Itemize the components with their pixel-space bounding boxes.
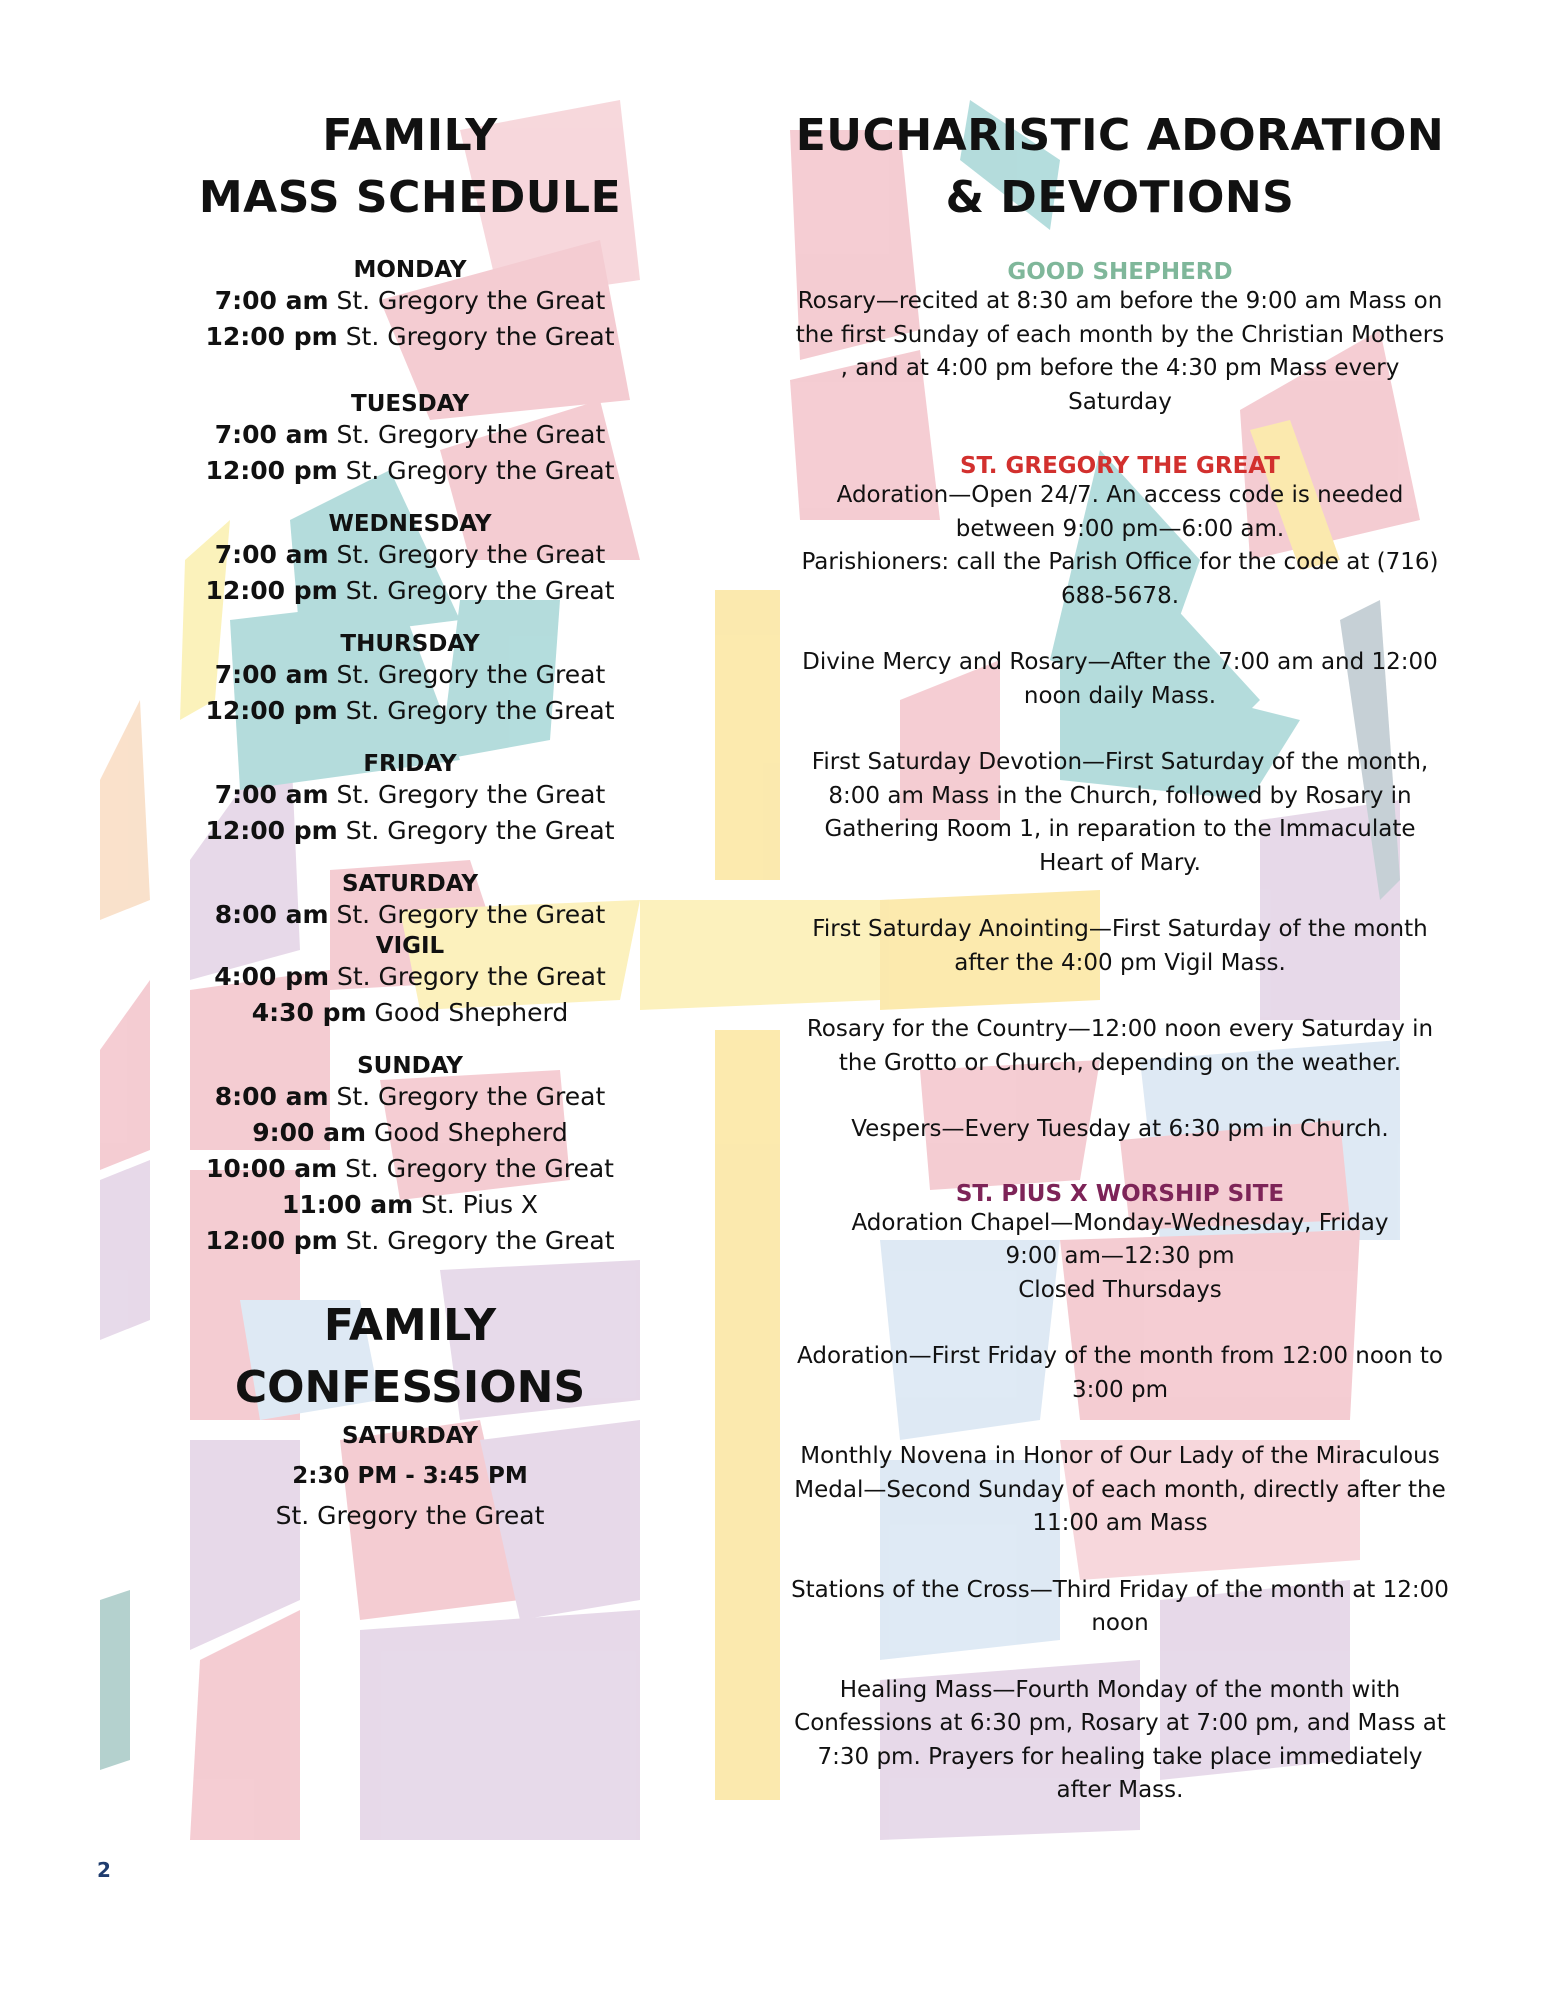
adoration-title [790, 105, 1450, 229]
mass-line [150, 1187, 670, 1223]
devotion-item: Adoration Chapel—Monday-Wednesday, Friday [851, 1209, 1389, 1236]
mass-schedule-column [150, 105, 670, 1530]
mass-line [150, 1223, 670, 1259]
devotion-item: First Saturday Anointing—First Saturday of the month after the 4:00 pm Vigil Mass. [812, 916, 1428, 976]
mass-place: St. Gregory the Great [336, 286, 606, 315]
section-heading-good-shepherd: GOOD SHEPHERD [1007, 259, 1233, 285]
mass-place: St. Gregory the Great [336, 420, 606, 449]
mass-line [150, 573, 670, 609]
day-label: TUESDAY [351, 391, 469, 417]
mass-line [150, 283, 670, 319]
confessions-time: 2:30 PM - 3:45 PM [292, 1463, 528, 1489]
mass-place: Good Shepherd [374, 998, 569, 1027]
day-saturday [150, 871, 670, 1031]
mass-place: St. Gregory the Great [345, 456, 615, 485]
mass-time: 9:00 am [252, 1118, 367, 1147]
mass-line [150, 417, 670, 453]
mass-time: 8:00 am [214, 900, 329, 929]
page-number: 2 [97, 1858, 111, 1882]
mass-time: 11:00 am [281, 1190, 414, 1219]
mass-line [150, 1151, 670, 1187]
day-label: THURSDAY [340, 631, 480, 657]
mass-time: 7:00 am [214, 540, 329, 569]
mass-time: 4:30 pm [251, 998, 367, 1027]
devotion-item: Healing Mass—Fourth Monday of the month with Confessions at 6:30 pm, Rosary at 7:00 pm, and Mass at 7:30 pm. Prayers for healing take place immediately after Mass. [794, 1676, 1446, 1803]
devotion-item: Parishioners: call the Parish Office for the code at (716) 688-5678. [801, 549, 1439, 609]
mass-title-line2: MASS SCHEDULE [198, 172, 622, 223]
mass-line [150, 693, 670, 729]
mass-line [150, 777, 670, 813]
mass-place: St. Gregory the Great [336, 962, 606, 991]
devotion-item: Adoration—Open 24/7. An access code is needed between 9:00 pm—6:00 am. [836, 482, 1404, 542]
mass-time: 7:00 am [214, 660, 329, 689]
vigil-label: VIGIL [375, 933, 445, 959]
devotion-item: Vespers—Every Tuesday at 6:30 pm in Church. [851, 1116, 1389, 1142]
day-label: SUNDAY [357, 1053, 463, 1079]
mass-time: 7:00 am [214, 420, 329, 449]
mass-time: 10:00 am [206, 1154, 338, 1183]
devotion-item: Adoration—First Friday of the month from 12:00 noon to 3:00 pm [797, 1343, 1443, 1403]
mass-line [150, 537, 670, 573]
mass-line [150, 1115, 670, 1151]
day-friday [150, 751, 670, 849]
mass-line [150, 897, 670, 933]
mass-place: St. Gregory the Great [345, 696, 615, 725]
devotion-item: 9:00 am—12:30 pm [1005, 1243, 1235, 1269]
mass-time: 7:00 am [214, 780, 329, 809]
mass-time: 7:00 am [214, 286, 329, 315]
day-label: SATURDAY [341, 871, 478, 897]
mass-line [150, 319, 670, 355]
mass-line [150, 813, 670, 849]
mass-time: 4:00 pm [214, 962, 330, 991]
mass-place: St. Pius X [421, 1190, 539, 1219]
day-label: MONDAY [353, 257, 467, 283]
confessions-place: St. Gregory the Great [275, 1501, 545, 1530]
mass-title-line1: FAMILY [322, 110, 498, 161]
day-wednesday [150, 511, 670, 609]
mass-place: St. Gregory the Great [345, 1154, 614, 1183]
mass-time: 8:00 am [214, 1082, 329, 1111]
mass-line [150, 657, 670, 693]
devotion-item: Monthly Novena in Honor of Our Lady of the Miraculous Medal—Second Sunday of each month, directly after the 11:00 am Mass [794, 1443, 1446, 1536]
section-heading-st-gregory: ST. GREGORY THE GREAT [959, 453, 1280, 479]
mass-place: St. Gregory the Great [345, 322, 615, 351]
adoration-title-line2: & DEVOTIONS [945, 172, 1295, 223]
mass-time: 12:00 pm [205, 696, 338, 725]
mass-place: Good Shepherd [374, 1118, 568, 1147]
adoration-title-line1: EUCHARISTIC ADORATION [795, 110, 1445, 161]
mass-place: St. Gregory the Great [345, 1226, 615, 1255]
devotion-item: Closed Thursdays [1018, 1276, 1222, 1303]
devotion-item: Stations of the Cross—Third Friday of the month at 12:00 noon [791, 1576, 1449, 1636]
day-monday [150, 257, 670, 355]
mass-line [150, 959, 670, 995]
devotion-item: First Saturday Devotion—First Saturday of the month, 8:00 am Mass in the Church, followed by Rosary in Gathering Room 1, in reparation to the Immaculate Heart of Mary. [811, 749, 1429, 876]
mass-time: 12:00 pm [205, 1226, 338, 1255]
mass-line [150, 1079, 670, 1115]
mass-line [150, 995, 670, 1031]
devotion-item: Rosary for the Country—12:00 noon every Saturday in the Grotto or Church, depending on the weather. [806, 1016, 1434, 1076]
day-label: WEDNESDAY [328, 511, 492, 537]
mass-place: St. Gregory the Great [336, 900, 606, 929]
mass-schedule-title [150, 105, 670, 229]
section-heading-st-pius: ST. PIUS X WORSHIP SITE [955, 1180, 1285, 1207]
day-label: FRIDAY [363, 751, 457, 777]
day-thursday [150, 631, 670, 729]
mass-time: 12:00 pm [205, 456, 338, 485]
mass-place: St. Gregory the Great [336, 540, 606, 569]
mass-line [150, 453, 670, 489]
confessions-title-line2: CONFESSIONS [234, 1362, 586, 1413]
mass-place: St. Gregory the Great [345, 816, 615, 845]
adoration-column [790, 105, 1450, 1808]
mass-place: St. Gregory the Great [336, 660, 606, 689]
day-sunday [150, 1053, 670, 1259]
day-tuesday [150, 391, 670, 489]
devotion-item: Divine Mercy and Rosary—After the 7:00 am and 12:00 noon daily Mass. [802, 649, 1438, 709]
confessions-title-line1: FAMILY [323, 1300, 497, 1351]
confessions-title [150, 1295, 670, 1419]
mass-place: St. Gregory the Great [336, 780, 606, 809]
mass-time: 12:00 pm [205, 816, 338, 845]
devotion-item: Rosary—recited at 8:30 am before the 9:00 am Mass on the first Sunday of each month by the Christian Mothers , and at 4:00 pm before the 4:30 pm Mass every Saturday [795, 288, 1445, 415]
mass-place: St. Gregory the Great [345, 576, 615, 605]
confessions-day: SATURDAY [341, 1423, 478, 1449]
mass-place: St. Gregory the Great [336, 1082, 606, 1111]
mass-time: 12:00 pm [205, 576, 338, 605]
mass-time: 12:00 pm [205, 322, 338, 351]
